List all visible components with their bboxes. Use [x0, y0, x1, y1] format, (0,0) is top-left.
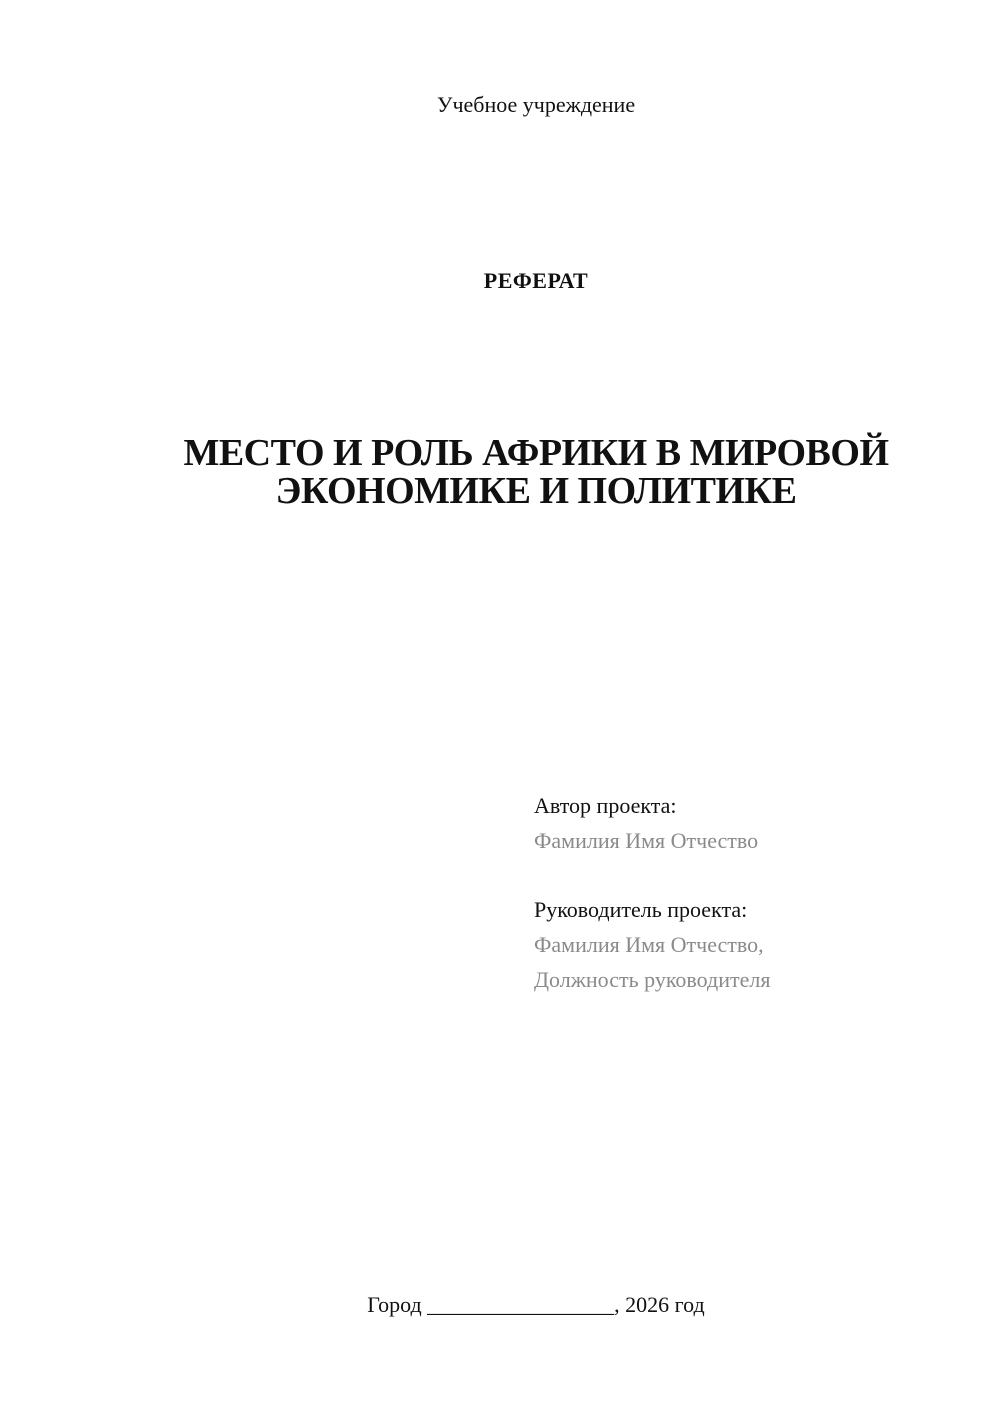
author-name: Фамилия Имя Отчество — [534, 828, 759, 853]
supervisor-name: Фамилия Имя Отчество, — [534, 932, 764, 957]
supervisor-label: Руководитель проекта: — [534, 897, 748, 922]
document-title-line-2: ЭКОНОМИКЕ И ПОЛИТИКЕ — [275, 470, 797, 512]
document-title — [100, 434, 972, 510]
author-label: Автор проекта: — [534, 793, 677, 818]
credits-spacer — [534, 858, 974, 892]
credits-block — [534, 788, 974, 997]
institution-name: Учебное учреждение — [436, 92, 636, 117]
city-year-line: Город _________________, 2026 год — [367, 1292, 705, 1317]
supervisor-position: Должность руководителя — [534, 967, 771, 992]
document-title-line-1: МЕСТО И РОЛЬ АФРИКИ В МИРОВОЙ — [183, 432, 889, 474]
document-type: РЕФЕРАТ — [483, 268, 589, 293]
